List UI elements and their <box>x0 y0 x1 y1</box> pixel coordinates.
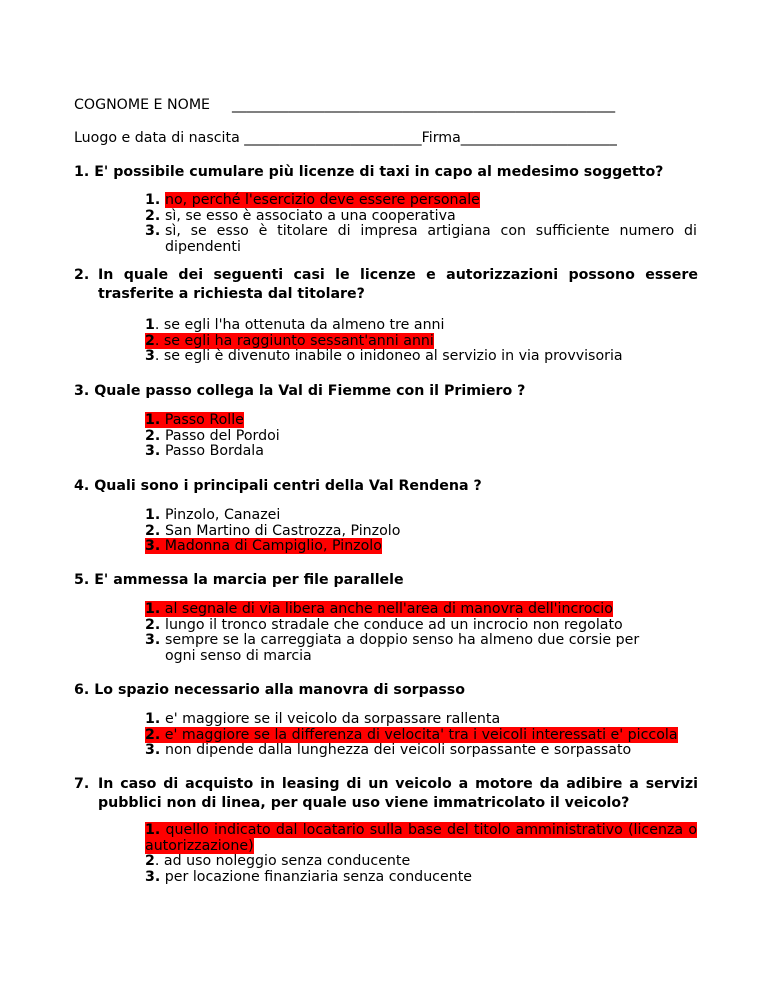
question-text: Quale passo collega la Val di Fiemme con il Primiero ? <box>94 383 526 399</box>
option-text: Passo del Pordoi <box>165 427 280 444</box>
option-text-correct: al segnale di via libera anche nell'area di manovra dell'incrocio <box>164 601 613 617</box>
option-text: Pinzolo, Canazei <box>165 507 281 523</box>
question-5 <box>74 571 698 590</box>
option-number: 2. <box>145 522 161 539</box>
option-highlight <box>145 538 382 554</box>
option-text-correct: e' maggiore se la differenza di velocita' tra i veicoli interessati e' piccola <box>164 726 678 743</box>
option-text-correct: quello indicato dal locatario sulla base del titolo amministrativo (licenza o autorizzazione) <box>145 822 697 854</box>
option-text: . ad uso noleggio senza conducente <box>154 853 411 869</box>
question-6 <box>74 681 698 700</box>
option-number: 3. <box>145 742 161 758</box>
option-number: 1. <box>145 507 161 523</box>
option-1-2[interactable] <box>145 209 697 225</box>
option-number: 3. <box>145 223 161 239</box>
option-number: 1 <box>145 317 155 333</box>
birth-label-text: Luogo e data di nascita <box>74 130 240 146</box>
option-text-correct: no, perché l'esercizio deve essere personale <box>165 192 480 208</box>
birth-label <box>74 130 617 146</box>
question-1 <box>74 163 698 182</box>
option-highlight <box>145 822 697 854</box>
option-number: 3. <box>145 538 161 554</box>
option-2-2[interactable] <box>145 334 697 350</box>
question-number: 2. <box>74 267 90 283</box>
option-4-2[interactable] <box>145 524 697 540</box>
option-number: 2. <box>145 616 161 633</box>
options-2 <box>145 318 697 365</box>
option-text-correct: Passo Rolle <box>164 412 244 428</box>
question-text: Quali sono i principali centri della Val Rendena ? <box>94 478 482 494</box>
option-number: 1. <box>145 822 161 838</box>
option-6-3[interactable] <box>145 743 697 759</box>
option-text: San Martino di Castrozza, Pinzolo <box>165 522 401 539</box>
option-6-2[interactable] <box>145 728 697 744</box>
option-2-3[interactable] <box>145 349 697 365</box>
question-number: 4. <box>74 478 90 494</box>
option-number: 3. <box>145 868 161 885</box>
question-2 <box>74 266 698 304</box>
question-number: 7. <box>74 776 90 792</box>
option-text: Passo Bordala <box>165 443 264 459</box>
option-highlight <box>145 333 434 349</box>
option-text: . se egli è divenuto inabile o inidoneo al servizio in via provvisoria <box>154 348 623 364</box>
option-7-1[interactable] <box>145 823 697 854</box>
option-5-3[interactable] <box>145 633 655 664</box>
signature-field-line[interactable]: ______________________ <box>460 130 617 146</box>
signature-label: Firma <box>421 130 461 146</box>
option-5-1[interactable] <box>145 602 697 618</box>
option-number: 1. <box>145 601 161 617</box>
option-7-3[interactable] <box>145 870 697 886</box>
option-4-3[interactable] <box>145 539 697 555</box>
question-3 <box>74 382 698 401</box>
option-text: sì, se esso è titolare di impresa artigiana con sufficiente numero di dipendenti <box>165 223 697 255</box>
question-number: 6. <box>74 682 90 698</box>
name-field-line[interactable]: ______________________________________________________ <box>232 97 616 113</box>
option-text: non dipende dalla lunghezza dei veicoli sorpassante e sorpassato <box>165 742 632 758</box>
option-number: 1. <box>145 412 161 428</box>
option-text: sempre se la carreggiata a doppio senso ha almeno due corsie per ogni senso di marcia <box>165 632 640 664</box>
option-5-2[interactable] <box>145 618 697 634</box>
option-number: 3 <box>145 348 155 364</box>
question-text: E' ammessa la marcia per file parallele <box>94 572 404 588</box>
question-number: 5. <box>74 572 90 588</box>
option-number: 2 <box>145 853 155 869</box>
option-number: 1. <box>145 711 161 727</box>
option-3-3[interactable] <box>145 444 697 460</box>
option-number: 2. <box>145 207 161 224</box>
option-highlight <box>145 601 613 617</box>
option-number: 2. <box>145 427 161 444</box>
option-text: sì, se esso è associato a una cooperativa <box>165 207 456 224</box>
option-number: 2. <box>145 726 161 743</box>
option-text: . se egli l'ha ottenuta da almeno tre anni <box>154 317 445 333</box>
option-3-1[interactable] <box>145 413 697 429</box>
option-highlight <box>145 727 678 743</box>
option-7-2[interactable] <box>145 854 697 870</box>
option-2-1[interactable] <box>145 318 697 334</box>
option-text: lungo il tronco stradale che conduce ad un incrocio non regolato <box>165 616 623 633</box>
option-text-correct: Madonna di Campiglio, Pinzolo <box>164 538 382 554</box>
option-6-1[interactable] <box>145 712 697 728</box>
options-7 <box>145 823 697 885</box>
option-highlight <box>145 412 244 428</box>
options-1 <box>145 193 697 255</box>
question-number: 1. <box>74 164 90 180</box>
name-label: COGNOME E NOME <box>74 97 211 113</box>
option-text-correct: . se egli ha raggiunto sessant'anni anni <box>154 332 434 349</box>
options-4 <box>145 508 697 555</box>
option-number: 3. <box>145 443 161 459</box>
option-number: 1. <box>145 192 161 208</box>
question-number: 3. <box>74 383 90 399</box>
question-4 <box>74 477 698 496</box>
birth-field-line[interactable]: _________________________ <box>244 130 422 146</box>
options-5 <box>145 602 697 664</box>
option-text: per locazione finanziaria senza conducente <box>164 868 472 885</box>
option-1-3[interactable] <box>145 224 697 255</box>
option-3-2[interactable] <box>145 429 697 445</box>
options-6 <box>145 712 697 759</box>
question-text: Lo spazio necessario alla manovra di sorpasso <box>94 682 465 698</box>
options-3 <box>145 413 697 460</box>
question-text: In caso di acquisto in leasing di un veicolo a motore da adibire a servizi pubblici non di linea, per quale uso viene immatricolato il veicolo? <box>98 776 698 811</box>
question-7 <box>74 775 698 813</box>
option-1-1[interactable] <box>145 193 697 209</box>
question-text: In quale dei seguenti casi le licenze e autorizzazioni possono essere trasferite a richiesta dal titolare? <box>98 267 698 302</box>
option-number: 3. <box>145 632 161 648</box>
option-number: 2 <box>145 332 155 349</box>
option-text: e' maggiore se il veicolo da sorpassare rallenta <box>165 711 501 727</box>
question-text: E' possibile cumulare più licenze di taxi in capo al medesimo soggetto? <box>94 164 664 180</box>
option-4-1[interactable] <box>145 508 697 524</box>
